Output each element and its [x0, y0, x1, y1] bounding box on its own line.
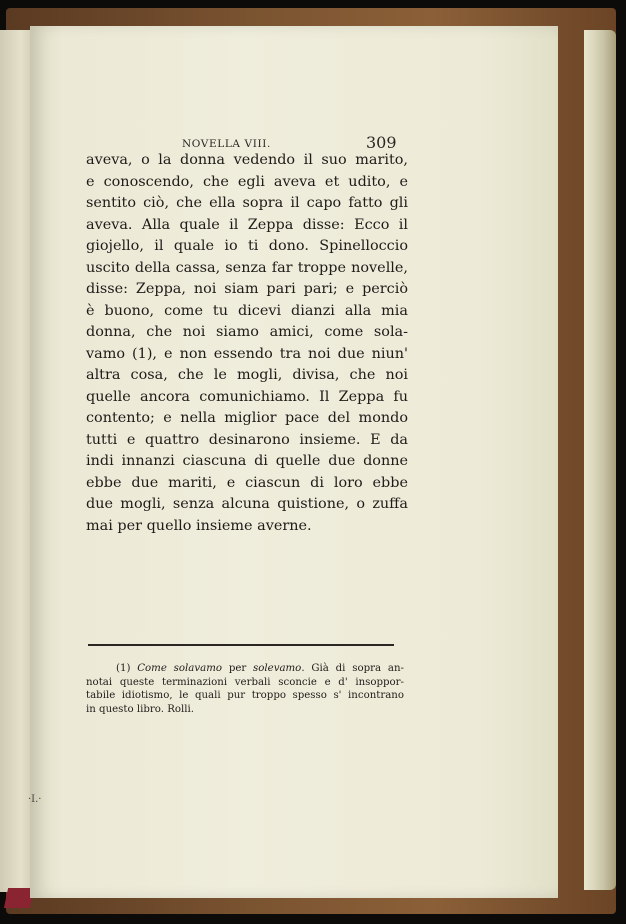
footnote-line: [86, 662, 404, 676]
page-edges: [584, 30, 616, 890]
text-line: giojello, il quale io ti dono. Spinelloccio: [86, 238, 408, 254]
body-text: [86, 150, 408, 537]
text-line: sentito ciò, che ella sopra il capo fatto gli: [86, 195, 408, 211]
text-line: è buono, come tu dicevi dianzi alla mia: [86, 302, 408, 319]
footnote-line: notai queste terminazioni verbali sconcie e d' insoppor-: [86, 676, 404, 688]
running-title: NOVELLA VIII.: [182, 138, 271, 150]
text-line: altra cosa, che le mogli, divisa, che noi: [86, 367, 408, 383]
text-line: tutti e quattro desinarono insieme. E da: [86, 431, 408, 448]
text-line: quelle ancora comunichiamo. Il Zeppa fu: [86, 388, 408, 405]
text-line: disse: Zeppa, noi siam pari pari; e perciò: [86, 281, 408, 297]
footnote-text: . Già di sopra an-: [301, 663, 404, 674]
footnote: [86, 662, 404, 716]
facing-page-edge: [0, 30, 30, 892]
text-line: e conoscendo, che egli aveva et udito, e: [86, 173, 408, 190]
text-line: uscito della cassa, senza far troppe novelle,: [86, 259, 408, 276]
text-line: due mogli, senza alcuna quistione, o zuffa: [86, 496, 408, 512]
footnote-line: in questo libro. Rolli.: [86, 703, 195, 715]
footnote-text: per: [228, 663, 247, 674]
text-line: aveva, o la donna vedendo il suo marito,: [86, 152, 408, 168]
text-line: ebbe due mariti, e ciascun di loro ebbe: [86, 474, 408, 491]
text-line: contento; e nella miglior pace del mondo: [86, 410, 408, 426]
text-line: mai per quello insieme averne.: [86, 517, 312, 534]
text-line: vamo (1), e non essendo tra noi due niun': [86, 345, 408, 362]
margin-mark: ·I.·: [28, 794, 42, 805]
footnote-line: tabile idiotismo, le quali pur troppo spesso s' incontrano: [86, 690, 404, 701]
text-line: indi innanzi ciascuna di quelle due donne: [86, 453, 408, 469]
footnote-marker: (1): [116, 663, 131, 674]
footnote-italic: solevamo: [253, 663, 302, 674]
footnote-rule: [88, 644, 394, 646]
page-number: 309: [366, 133, 397, 152]
text-line: donna, che noi siamo amici, come sola-: [86, 324, 408, 340]
footnote-italic: Come solavamo: [137, 663, 222, 674]
text-line: aveva. Alla quale il Zeppa disse: Ecco il: [86, 216, 408, 233]
